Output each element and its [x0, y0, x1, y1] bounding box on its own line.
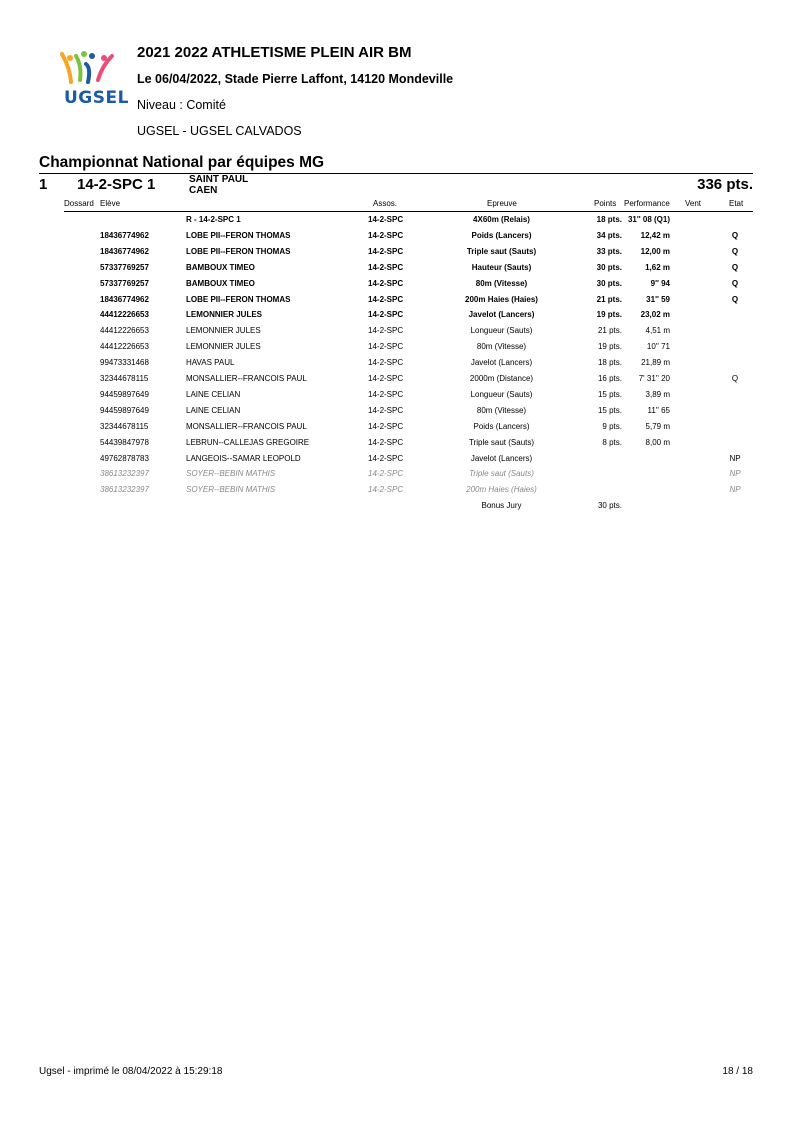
- cell-epreuve: Hauteur (Sauts): [471, 262, 532, 272]
- cell-dossard: 94459897649: [100, 389, 149, 399]
- cell-eleve: LOBE PII--FERON THOMAS: [186, 294, 291, 304]
- cell-dossard: 18436774962: [100, 246, 149, 256]
- cell-dossard: 18436774962: [100, 230, 149, 240]
- cell-assos: 14-2-SPC: [368, 246, 404, 256]
- cell-assos: 14-2-SPC: [368, 326, 404, 336]
- cell-perf: 8,00 m: [645, 437, 670, 447]
- cell-perf: 5,79 m: [645, 421, 670, 431]
- cell-assos: 14-2-SPC: [368, 374, 404, 383]
- cell-epreuve: Longueur (Sauts): [470, 326, 533, 336]
- cell-assos: 14-2-SPC: [368, 469, 404, 479]
- cell-assos: 14-2-SPC: [368, 294, 404, 304]
- cell-assos: 14-2-SPC: [368, 421, 404, 431]
- cell-dossard: 32344678115: [100, 374, 149, 383]
- page-title: 2021 2022 ATHLETISME PLEIN AIR BM: [137, 44, 412, 61]
- cell-assos: 14-2-SPC: [368, 230, 404, 240]
- col-assos: Assos.: [373, 199, 398, 208]
- cell-etat: Q: [731, 246, 739, 256]
- team-school: [189, 174, 248, 196]
- table-row: [0, 374, 793, 390]
- cell-points: 34 pts.: [596, 230, 622, 240]
- cell-dossard: 18436774962: [100, 294, 149, 304]
- cell-etat: Q: [731, 262, 739, 272]
- col-etat: Etat: [729, 199, 744, 208]
- col-dossard: Dossard: [64, 199, 94, 208]
- cell-epreuve: 80m (Vitesse): [476, 405, 527, 415]
- page-number: 18 / 18: [722, 1066, 753, 1077]
- cell-epreuve: Javelot (Lancers): [470, 453, 533, 463]
- cell-perf: 31'' 08 (Q1): [627, 215, 670, 224]
- cell-epreuve: Longueur (Sauts): [470, 389, 533, 399]
- cell-assos: 14-2-SPC: [368, 437, 404, 447]
- col-eleve: Elève: [100, 199, 121, 208]
- cell-dossard: 44412226653: [100, 310, 149, 320]
- table-row: [0, 295, 793, 311]
- cell-perf: 23,02 m: [640, 310, 670, 320]
- cell-etat: Q: [731, 294, 739, 304]
- cell-dossard: 57337769257: [100, 278, 149, 288]
- cell-points: 21 pts.: [597, 326, 622, 336]
- cell-perf: 7' 31'' 20: [638, 374, 670, 383]
- cell-perf: 4,51 m: [645, 326, 670, 336]
- col-epreuve: Epreuve: [487, 199, 517, 208]
- table-row: [0, 263, 793, 279]
- cell-assos: 14-2-SPC: [368, 278, 404, 288]
- cell-eleve: MONSALLIER--FRANCOIS PAUL: [186, 421, 307, 431]
- championship-title: Championnat National par équipes MG: [39, 154, 325, 171]
- team-rank: 1: [39, 176, 48, 193]
- cell-eleve: R - 14-2-SPC 1: [186, 215, 241, 224]
- cell-dossard: 32344678115: [100, 421, 149, 431]
- cell-points: 18 pts.: [597, 358, 622, 368]
- col-points: Points: [594, 199, 617, 208]
- cell-epreuve: Poids (Lancers): [473, 421, 530, 431]
- col-vent: Vent: [685, 199, 702, 208]
- cell-perf: 10'' 71: [646, 342, 670, 352]
- cell-dossard: 94459897649: [100, 405, 149, 415]
- cell-epreuve: Javelot (Lancers): [470, 358, 533, 368]
- cell-assos: 14-2-SPC: [368, 262, 404, 272]
- cell-eleve: LAINE CELIAN: [186, 389, 241, 399]
- cell-epreuve: 80m (Vitesse): [476, 342, 527, 352]
- table-row: [0, 454, 793, 470]
- cell-dossard: 44412226653: [100, 326, 149, 336]
- cell-perf: 1,62 m: [645, 262, 670, 272]
- organization: UGSEL - UGSEL CALVADOS: [137, 124, 302, 138]
- cell-points: 33 pts.: [596, 246, 622, 256]
- table-row: [0, 469, 793, 485]
- cell-eleve: LEBRUN--CALLEJAS GREGOIRE: [186, 437, 310, 447]
- table-row: [0, 422, 793, 438]
- ugsel-figures-icon: [58, 50, 128, 90]
- cell-epreuve: Poids (Lancers): [471, 230, 532, 240]
- cell-epreuve: Triple saut (Sauts): [469, 469, 534, 479]
- cell-eleve: LEMONNIER JULES: [186, 342, 261, 352]
- cell-points: 30 pts.: [597, 501, 622, 511]
- event-date-location: Le 06/04/2022, Stade Pierre Laffont, 14120 Mondeville: [137, 72, 454, 86]
- cell-perf: 9'' 94: [650, 278, 670, 288]
- cell-perf: 31'' 59: [646, 294, 670, 304]
- cell-epreuve: Bonus Jury: [481, 501, 522, 511]
- cell-dossard: 99473331468: [100, 358, 149, 368]
- cell-assos: 14-2-SPC: [368, 453, 404, 463]
- cell-eleve: SOYER--BEBIN MATHIS: [186, 469, 276, 479]
- team-school-name: SAINT PAUL: [189, 174, 249, 185]
- table-row: [0, 310, 793, 326]
- cell-assos: 14-2-SPC: [368, 389, 404, 399]
- cell-etat: Q: [731, 278, 739, 288]
- header-divider: [64, 211, 753, 212]
- cell-dossard: 38613232397: [100, 485, 149, 495]
- cell-eleve: LOBE PII--FERON THOMAS: [186, 230, 291, 240]
- table-row: [0, 215, 793, 231]
- cell-points: 30 pts.: [596, 278, 622, 288]
- cell-eleve: BAMBOUX TIMEO: [186, 262, 255, 272]
- divider: [39, 173, 753, 174]
- cell-eleve: LEMONNIER JULES: [186, 310, 263, 320]
- table-row: [0, 342, 793, 358]
- print-info: Ugsel - imprimé le 08/04/2022 à 15:29:18: [39, 1066, 223, 1077]
- table-row: [0, 501, 793, 517]
- cell-epreuve: Triple saut (Sauts): [468, 437, 535, 447]
- cell-epreuve: 200m Haies (Haies): [465, 294, 538, 304]
- cell-etat: NP: [729, 453, 741, 463]
- cell-points: 8 pts.: [602, 437, 622, 447]
- cell-perf: 3,89 m: [645, 389, 670, 399]
- cell-points: 19 pts.: [596, 310, 622, 320]
- cell-epreuve: 4X60m (Relais): [473, 215, 530, 224]
- cell-assos: 14-2-SPC: [368, 358, 404, 368]
- cell-dossard: 38613232397: [100, 469, 149, 479]
- cell-points: 15 pts.: [597, 389, 622, 399]
- table-row: [0, 390, 793, 406]
- cell-points: 15 pts.: [597, 405, 622, 415]
- cell-eleve: MONSALLIER--FRANCOIS PAUL: [186, 374, 307, 383]
- team-school-city: CAEN: [189, 185, 218, 196]
- cell-dossard: 57337769257: [100, 262, 149, 272]
- table-row: [0, 326, 793, 342]
- cell-dossard: 54439847978: [100, 437, 149, 447]
- cell-assos: 14-2-SPC: [368, 405, 404, 415]
- table-row: [0, 406, 793, 422]
- table-row: [0, 438, 793, 454]
- table-row: [0, 231, 793, 247]
- cell-points: 19 pts.: [597, 342, 622, 352]
- cell-perf: 11'' 65: [647, 405, 670, 415]
- table-row: [0, 247, 793, 263]
- cell-points: 9 pts.: [602, 421, 622, 431]
- cell-epreuve: Javelot (Lancers): [468, 310, 535, 320]
- cell-points: 18 pts.: [596, 215, 622, 224]
- cell-eleve: HAVAS PAUL: [186, 358, 235, 368]
- logo-text: UGSEL: [64, 88, 129, 108]
- ugsel-logo: [58, 50, 128, 110]
- team-points: 336 pts.: [697, 176, 753, 193]
- cell-eleve: BAMBOUX TIMEO: [186, 278, 255, 288]
- cell-eleve: LAINE CELIAN: [186, 405, 241, 415]
- cell-epreuve: 200m Haies (Haies): [466, 485, 537, 495]
- cell-perf: 12,42 m: [640, 230, 670, 240]
- cell-dossard: 44412226653: [100, 342, 149, 352]
- cell-eleve: LOBE PII--FERON THOMAS: [186, 246, 291, 256]
- event-level: Niveau : Comité: [137, 98, 226, 112]
- cell-perf: 21,89 m: [641, 358, 670, 368]
- table-row: [0, 358, 793, 374]
- cell-assos: 14-2-SPC: [368, 342, 404, 352]
- cell-epreuve: 80m (Vitesse): [475, 278, 528, 288]
- team-code: 14-2-SPC 1: [77, 176, 156, 193]
- cell-etat: NP: [729, 485, 741, 495]
- cell-assos: 14-2-SPC: [368, 215, 404, 224]
- cell-points: 30 pts.: [596, 262, 622, 272]
- cell-etat: Q: [731, 374, 739, 383]
- cell-etat: Q: [731, 230, 739, 240]
- cell-etat: NP: [729, 469, 741, 479]
- cell-assos: 14-2-SPC: [368, 310, 404, 320]
- col-performance: Performance: [624, 199, 670, 208]
- cell-eleve: LEMONNIER JULES: [186, 326, 261, 336]
- cell-eleve: LANGEOIS--SAMAR LEOPOLD: [186, 453, 301, 463]
- cell-points: 21 pts.: [596, 294, 622, 304]
- cell-epreuve: Triple saut (Sauts): [466, 246, 537, 256]
- cell-dossard: 49762878783: [100, 453, 149, 463]
- cell-perf: 12,00 m: [640, 246, 670, 256]
- table-row: [0, 485, 793, 501]
- cell-assos: 14-2-SPC: [368, 485, 404, 495]
- cell-points: 16 pts.: [597, 374, 622, 383]
- cell-epreuve: 2000m (Distance): [469, 374, 534, 383]
- cell-eleve: SOYER--BEBIN MATHIS: [186, 485, 276, 495]
- table-row: [0, 279, 793, 295]
